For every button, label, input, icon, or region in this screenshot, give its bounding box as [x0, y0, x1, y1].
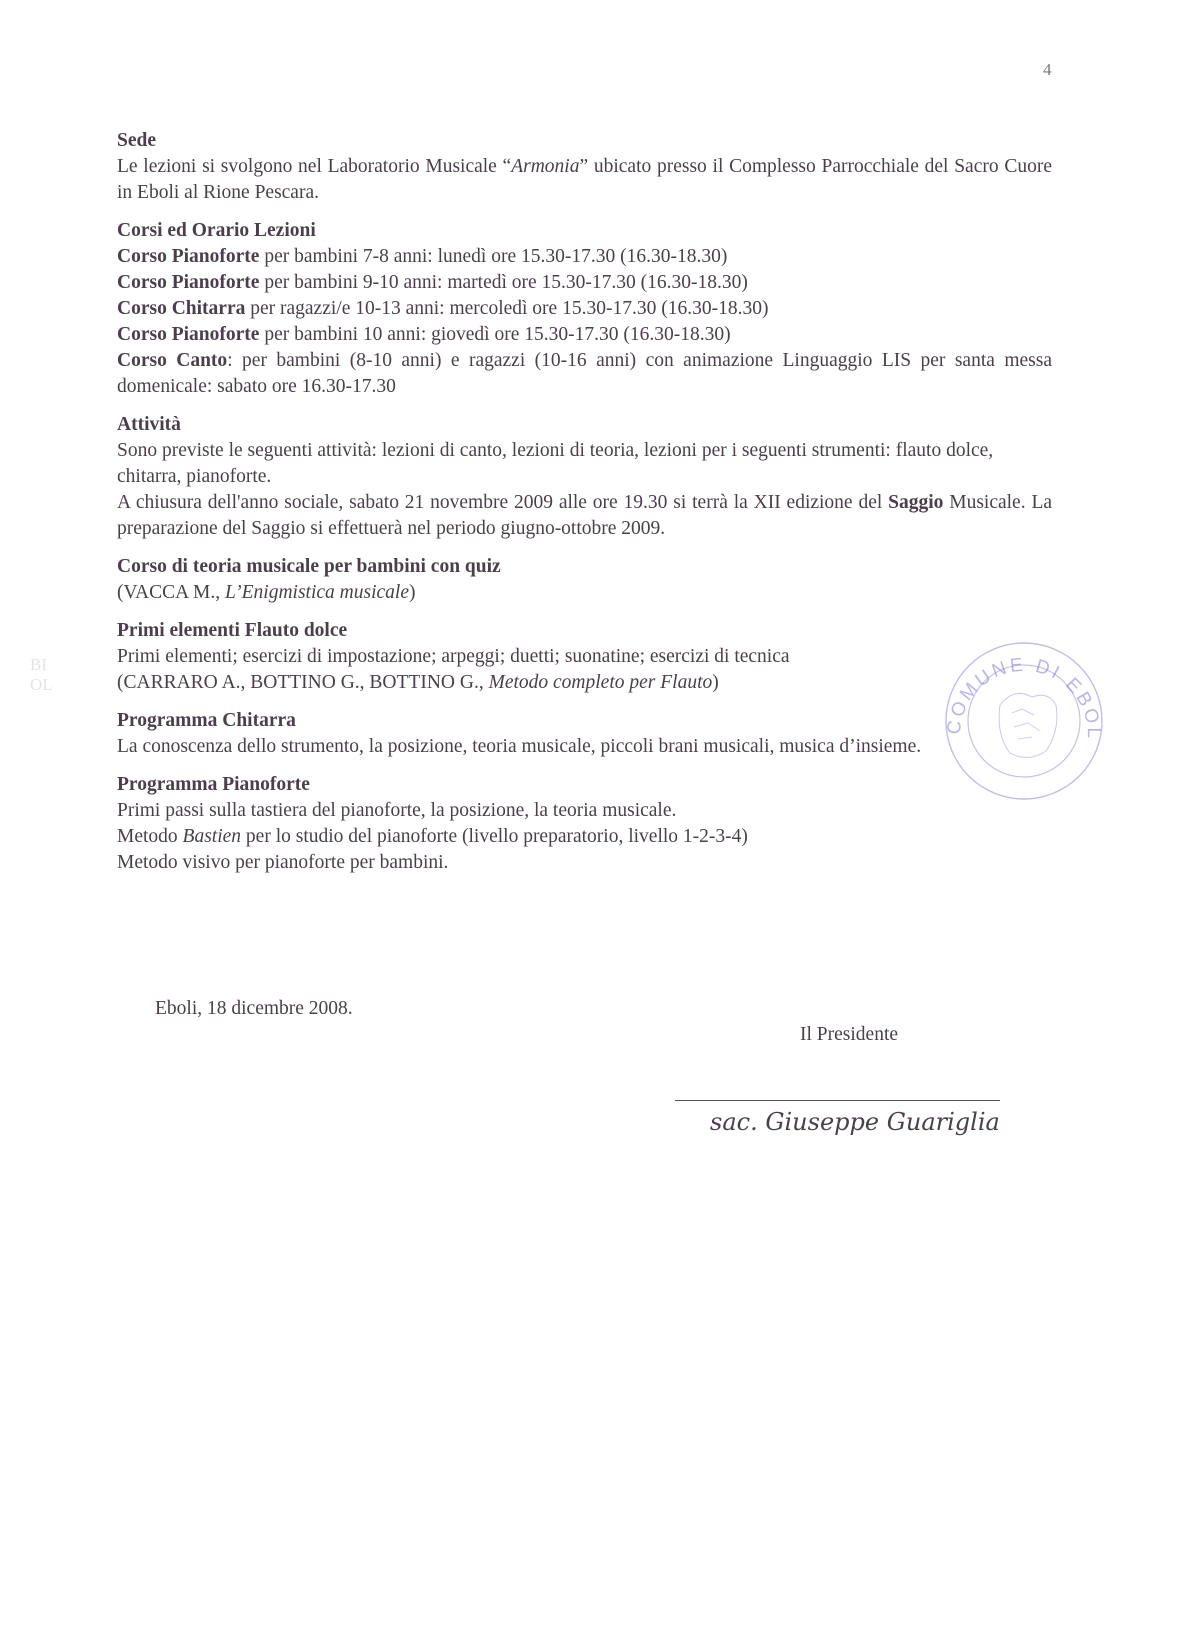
book-title: Metodo completo per Flauto [488, 672, 713, 693]
course-details: per bambini 9-10 anni: martedì ore 15.30-17.30 (16.30-18.30) [259, 272, 748, 293]
course-name: Corso Pianoforte [117, 272, 260, 293]
reference [117, 580, 1052, 606]
signature-line [675, 1100, 1000, 1101]
course-item [117, 270, 1052, 296]
section-heading: Programma Pianoforte [117, 774, 310, 795]
text-run: ) [712, 672, 719, 693]
text-run: (CARRARO A., BOTTINO G., BOTTINO G., [117, 672, 489, 693]
course-name: Corso Pianoforte [117, 324, 260, 345]
reference [117, 670, 1052, 696]
section-paragraph: Sono previste le seguenti attività: lezioni di canto, lezioni di teoria, lezioni per i seguenti strumenti: flauto dolce, chitarra, pianoforte. [117, 440, 994, 487]
course-name: Corso Canto [117, 350, 228, 371]
signer-name: sac. Giuseppe Guariglia [710, 1108, 1000, 1136]
section-attivita [117, 412, 1052, 542]
section-paragraph: Primi passi sulla tastiera del pianoforte, la posizione, la teoria musicale. [117, 800, 677, 821]
signer-title: Il Presidente [800, 1024, 899, 1045]
section-paragraph [117, 824, 1052, 850]
section-chitarra [117, 708, 1052, 760]
section-flauto [117, 618, 1052, 696]
section-heading: Sede [117, 130, 156, 151]
method-name: Bastien [182, 826, 242, 847]
section-heading: Corso di teoria musicale per bambini con quiz [117, 556, 501, 577]
document-body [117, 128, 1052, 888]
section-pianoforte [117, 772, 1052, 876]
section-paragraph: La conoscenza dello strumento, la posizione, teoria musicale, piccoli brani musicali, musica d’insieme. [117, 736, 922, 757]
section-paragraph [117, 490, 1052, 542]
course-details: per bambini 7-8 anni: lunedì ore 15.30-17.30 (16.30-18.30) [259, 246, 728, 267]
section-teoria [117, 554, 1052, 606]
course-details: per ragazzi/e 10-13 anni: mercoledì ore 15.30-17.30 (16.30-18.30) [245, 298, 769, 319]
book-title: L’Enigmistica musicale [225, 582, 409, 603]
section-heading: Primi elementi Flauto dolce [117, 620, 348, 641]
section-sede [117, 128, 1052, 206]
text-run: ) [408, 582, 416, 603]
text-run: ” ubicato presso il Complesso Parrocchiale del Sacro Cuore in Eboli al Rione Pescara. [117, 156, 1052, 203]
course-name: Corso Chitarra [117, 298, 246, 319]
text-run: Le lezioni si svolgono nel Laboratorio Musicale “ [117, 156, 512, 177]
text-run: A chiusura dell'anno sociale, sabato 21 novembre 2009 alle ore 19.30 si terrà la XII edizione del [117, 492, 889, 513]
section-paragraph [117, 154, 1052, 206]
text-run: Musicale. La preparazione del Saggio si effettuerà nel periodo giugno-ottobre 2009. [117, 492, 1053, 539]
text-run: (VACCA M., [117, 582, 226, 603]
scan-artifact: BI [30, 655, 47, 674]
course-details: per bambini 10 anni: giovedì ore 15.30-17.30 (16.30-18.30) [259, 324, 731, 345]
page-number: 4 [1043, 60, 1052, 79]
section-heading: Corsi ed Orario Lezioni [117, 220, 316, 241]
text-run: per lo studio del pianoforte (livello preparatorio, livello 1-2-3-4) [241, 826, 748, 847]
course-item [117, 296, 1052, 322]
bold-run: Saggio [888, 492, 944, 513]
section-corsi [117, 218, 1052, 400]
section-heading: Programma Chitarra [117, 710, 296, 731]
seal-text: COMUNE DI EBOL [943, 654, 1105, 742]
section-heading: Attività [117, 414, 181, 435]
scan-artifact: OL [30, 675, 53, 694]
official-seal-icon [938, 635, 1106, 803]
section-paragraph: Primi elementi; esercizi di impostazione; arpeggi; duetti; suonatine; esercizi di tecnica [117, 646, 790, 667]
course-name: Corso Pianoforte [117, 246, 260, 267]
course-item [117, 244, 1052, 270]
text-run: Metodo [117, 826, 183, 847]
course-item [117, 348, 1052, 400]
course-item [117, 322, 1052, 348]
place-date: Eboli, 18 dicembre 2008. [155, 998, 353, 1019]
italic-run: Armonia [511, 156, 580, 177]
section-paragraph: Metodo visivo per pianoforte per bambini. [117, 852, 449, 873]
course-details: : per bambini (8-10 anni) e ragazzi (10-16 anni) con animazione Linguaggio LIS per santa messa domenicale: sabato ore 16.30-17.30 [117, 350, 1052, 397]
